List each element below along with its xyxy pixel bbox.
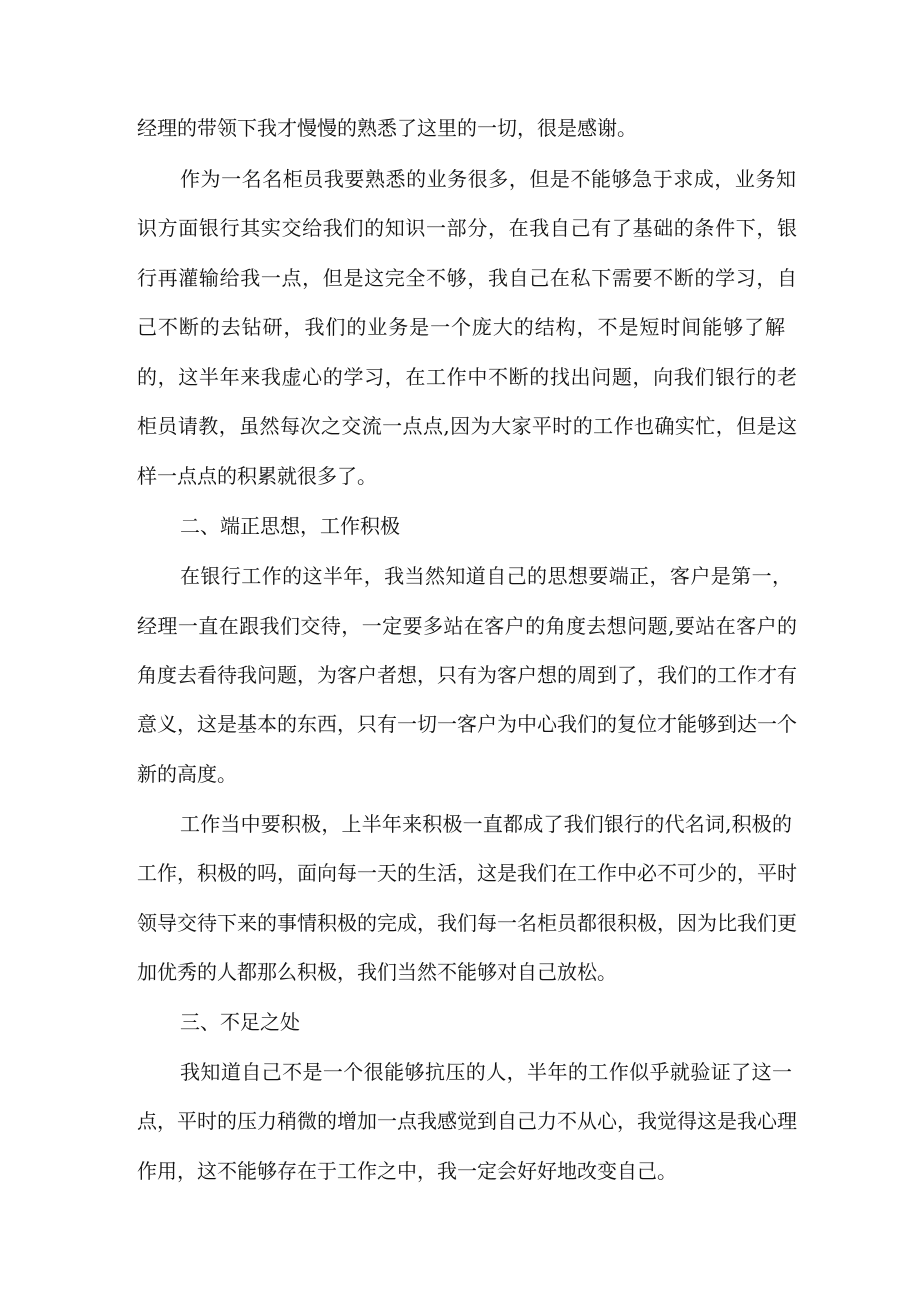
paragraph-line: 新的高度。 (137, 762, 237, 786)
paragraph-line: 经理一直在跟我们交待，一定要多站在客户的角度去想问题,要站在客户的 (137, 614, 797, 638)
section-heading: 三、不足之处 (180, 1010, 300, 1034)
paragraph-line: 识方面银行其实交给我们的知识一部分，在我自己有了基础的条件下，银 (137, 216, 797, 240)
paragraph-line: 角度去看待我问题，为客户者想，只有为客户想的周到了，我们的工作才有 (137, 663, 797, 687)
paragraph-line: 作用，这不能够存在于工作之中，我一定会好好地改变自己。 (137, 1159, 677, 1183)
paragraph-line: 作为一名名柜员我要熟悉的业务很多，但是不能够急于求成，业务知 (180, 167, 796, 191)
paragraph-line: 的，这半年来我虚心的学习，在工作中不断的找出问题，向我们银行的老 (137, 365, 797, 389)
paragraph-line: 点，平时的压力稍微的增加一点我感觉到自己力不从心，我觉得这是我心理 (137, 1109, 797, 1133)
paragraph-line: 己不断的去钻研，我们的业务是一个庞大的结构，不是短时间能够了解 (137, 315, 785, 339)
paragraph-line: 领导交待下来的事情积极的完成，我们每一名柜员都很积极，因为比我们更 (137, 911, 797, 935)
section-heading: 二、端正思想，工作积极 (180, 514, 400, 538)
paragraph-line: 意义，这是基本的东西，只有一切一客户为中心我们的复位才能够到达一个 (137, 712, 797, 736)
paragraph-line: 样一点点的积累就很多了。 (137, 464, 377, 488)
paragraph-line: 行再灌输给我一点，但是这完全不够，我自己在私下需要不断的学习，自 (137, 266, 797, 290)
paragraph-line: 经理的带领下我才慢慢的熟悉了这里的一切，很是感谢。 (137, 116, 637, 140)
paragraph-line: 工作当中要积极，上半年来积极一直都成了我们银行的代名词,积极的 (180, 812, 792, 836)
paragraph-line: 柜员请教，虽然每次之交流一点点,因为大家平时的工作也确实忙，但是这 (137, 414, 797, 438)
paragraph-line: 工作，积极的吗，面向每一天的生活，这是我们在工作中必不可少的，平时 (137, 861, 797, 885)
paragraph-line: 在银行工作的这半年，我当然知道自己的思想要端正，客户是第一， (180, 564, 792, 588)
paragraph-line: 我知道自己不是一个很能够抗压的人，半年的工作似乎就验证了这一 (180, 1060, 792, 1084)
paragraph-line: 加优秀的人都那么积极，我们当然不能够对自己放松。 (137, 960, 617, 984)
